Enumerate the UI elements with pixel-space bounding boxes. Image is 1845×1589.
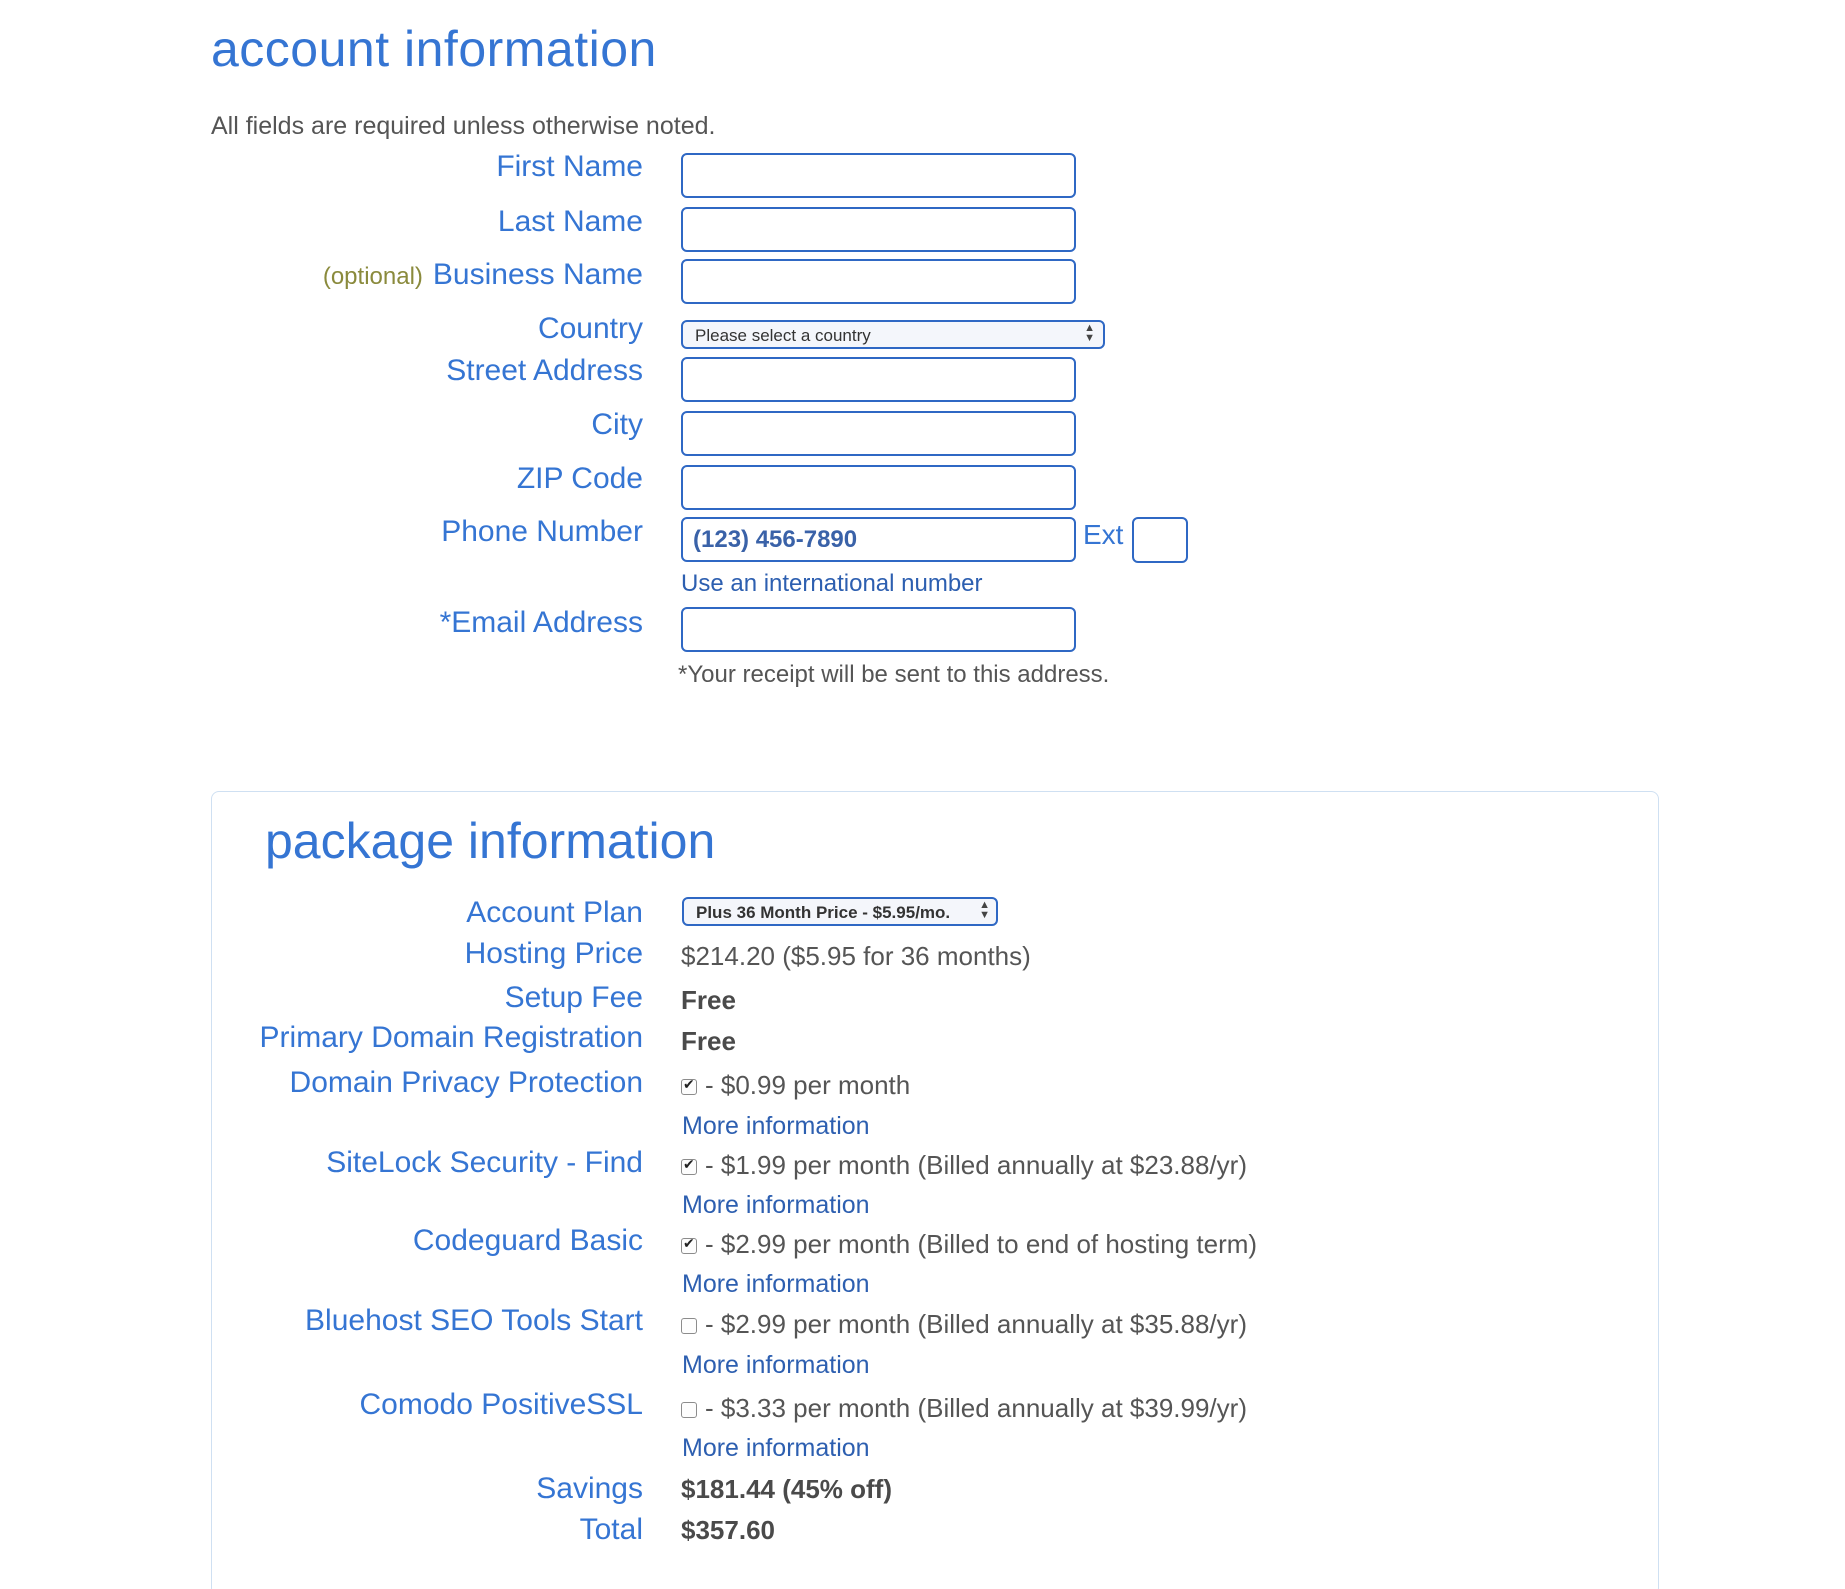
first-name-label: First Name	[496, 150, 643, 183]
seo-tools-option	[681, 1309, 1247, 1340]
positivessl-more-info-link[interactable]: More information	[682, 1434, 870, 1462]
country-select[interactable]	[681, 320, 1105, 349]
account-information-heading: account information	[211, 21, 657, 77]
setup-fee-value: Free	[681, 985, 736, 1015]
domain-privacy-label: Domain Privacy Protection	[289, 1066, 643, 1099]
up-down-arrows-icon: ▲ ▼	[1084, 322, 1095, 344]
codeguard-more-info-link[interactable]: More information	[682, 1270, 870, 1298]
city-label: City	[591, 408, 643, 441]
codeguard-label: Codeguard Basic	[412, 1224, 643, 1257]
domain-privacy-checkbox[interactable]	[681, 1079, 697, 1095]
sitelock-option	[681, 1150, 1247, 1181]
seo-tools-more-info-link[interactable]: More information	[682, 1351, 870, 1379]
account-plan-label: Account Plan	[466, 896, 643, 929]
total-value: $357.60	[681, 1515, 775, 1545]
hosting-price-value: $214.20 ($5.95 for 36 months)	[681, 941, 1031, 971]
street-address-label: Street Address	[446, 354, 643, 387]
positivessl-price: - $3.33 per month (Billed annually at $39.99/yr)	[705, 1393, 1247, 1423]
seo-tools-price: - $2.99 per month (Billed annually at $35.88/yr)	[705, 1309, 1247, 1339]
sitelock-more-info-link[interactable]: More information	[682, 1191, 870, 1219]
required-fields-note: All fields are required unless otherwise noted.	[211, 112, 716, 140]
international-number-link[interactable]: Use an international number	[681, 570, 983, 597]
ext-label: Ext	[1083, 519, 1124, 550]
package-information-heading: package information	[265, 813, 716, 869]
primary-domain-value: Free	[681, 1026, 736, 1056]
primary-domain-label: Primary Domain Registration	[259, 1021, 643, 1054]
hosting-price-label: Hosting Price	[464, 937, 643, 970]
business-name-label	[323, 258, 643, 292]
sitelock-label: SiteLock Security - Find	[326, 1146, 643, 1179]
positivessl-checkbox[interactable]	[681, 1402, 697, 1418]
street-address-input[interactable]	[681, 357, 1076, 402]
account-plan-select[interactable]	[682, 897, 998, 926]
business-name-input[interactable]	[681, 259, 1076, 304]
country-select-value: Please select a country	[695, 326, 871, 345]
phone-number-label: Phone Number	[441, 515, 643, 548]
savings-label: Savings	[536, 1472, 643, 1505]
positivessl-label: Comodo PositiveSSL	[359, 1388, 643, 1421]
sitelock-price: - $1.99 per month (Billed annually at $23.88/yr)	[705, 1150, 1247, 1180]
domain-privacy-more-info-link[interactable]: More information	[682, 1112, 870, 1140]
positivessl-option	[681, 1393, 1247, 1424]
receipt-note: *Your receipt will be sent to this address.	[678, 661, 1110, 688]
optional-marker: (optional)	[322, 263, 423, 290]
phone-ext-input[interactable]	[1132, 517, 1188, 563]
zip-code-input[interactable]	[681, 465, 1076, 510]
domain-privacy-option	[681, 1070, 910, 1101]
city-input[interactable]	[681, 411, 1076, 456]
sitelock-checkbox[interactable]	[681, 1159, 697, 1175]
codeguard-price: - $2.99 per month (Billed to end of hosting term)	[705, 1229, 1258, 1259]
account-plan-select-value: Plus 36 Month Price - $5.95/mo.	[696, 903, 951, 922]
zip-code-label: ZIP Code	[516, 462, 643, 495]
email-address-label: *Email Address	[439, 606, 643, 639]
codeguard-option	[681, 1229, 1257, 1260]
total-label: Total	[579, 1513, 643, 1546]
codeguard-checkbox[interactable]	[681, 1238, 697, 1254]
country-label: Country	[537, 312, 643, 345]
email-address-input[interactable]	[681, 607, 1076, 652]
up-down-arrows-icon: ▲ ▼	[979, 899, 990, 921]
phone-number-input[interactable]	[681, 517, 1076, 562]
domain-privacy-price: - $0.99 per month	[705, 1070, 911, 1100]
savings-value: $181.44 (45% off)	[681, 1474, 892, 1504]
seo-tools-checkbox[interactable]	[681, 1318, 697, 1334]
business-name-label-text: Business Name	[432, 258, 643, 291]
last-name-input[interactable]	[681, 207, 1076, 252]
last-name-label: Last Name	[497, 205, 643, 238]
first-name-input[interactable]	[681, 153, 1076, 198]
setup-fee-label: Setup Fee	[504, 981, 643, 1014]
seo-tools-label: Bluehost SEO Tools Start	[305, 1304, 643, 1337]
